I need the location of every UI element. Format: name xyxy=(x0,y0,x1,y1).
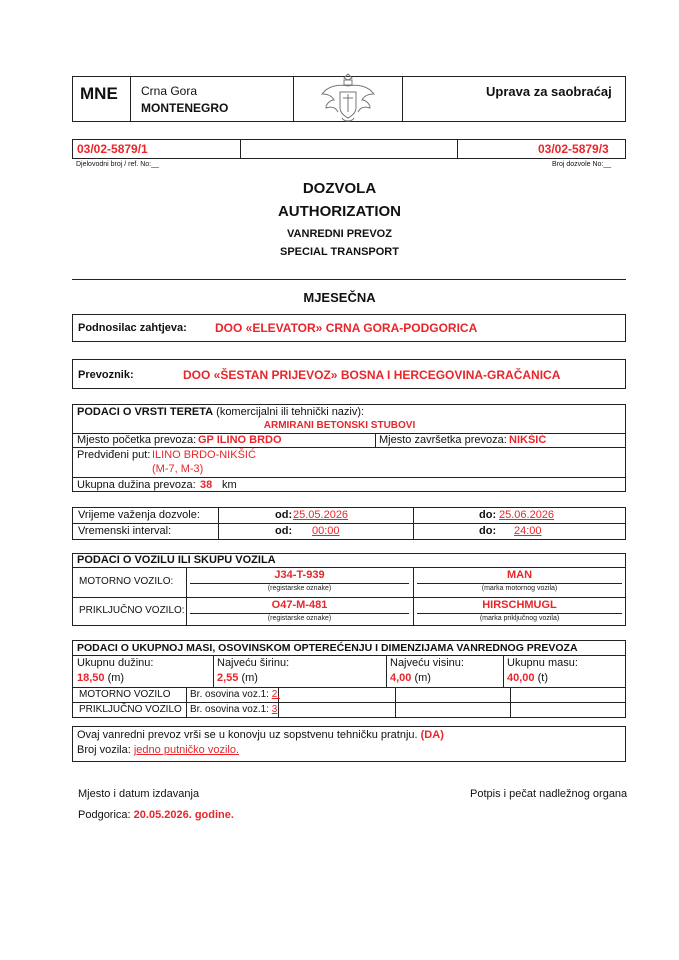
trailer-vehicle-label: PRIKLJUČNO VOZILO: xyxy=(79,605,185,616)
valid-to-value: 25.06.2026 xyxy=(499,509,555,521)
end-value: NIKŠIĆ xyxy=(509,434,547,446)
motor-vehicle-label: MOTORNO VOZILO: xyxy=(79,576,174,587)
cargo-heading: PODACI O VRSTI TERETA xyxy=(77,406,214,418)
interval-from-value: 00:00 xyxy=(312,525,340,537)
length-value: 38 xyxy=(200,479,213,491)
route-roads: (M-7, M-3) xyxy=(152,463,204,475)
valid-from-label: od: xyxy=(275,509,293,521)
max-height-row xyxy=(390,672,431,684)
max-height-value: 4,00 xyxy=(390,672,412,684)
applicant-value: DOO «ELEVATOR» CRNA GORA-PODGORICA xyxy=(215,321,478,335)
trailer-reg-note: (registarske oznake) xyxy=(267,615,332,622)
axle-trailer-row xyxy=(190,704,277,715)
total-mass-label: Ukupnu masu: xyxy=(507,657,578,669)
authority-name: Uprava za saobraćaj xyxy=(486,84,612,99)
axle-motor-count: 2, xyxy=(271,689,281,700)
total-mass-unit: (t) xyxy=(537,672,548,684)
place-date-label: Mjesto i datum izdavanja xyxy=(78,788,200,800)
motor-vehicle-make: MAN xyxy=(506,569,533,581)
country-name-en: MONTENEGRO xyxy=(141,101,229,115)
interval-label: Vremenski interval: xyxy=(78,525,172,537)
total-length-value: 18,50 xyxy=(77,672,105,684)
valid-label: Vrijeme važenja dozvole: xyxy=(78,509,200,521)
title-special: SPECIAL TRANSPORT xyxy=(280,246,399,258)
motor-reg-note: (registarske oznake) xyxy=(267,585,332,592)
permit-number: 03/02-5879/3 xyxy=(538,142,609,156)
coat-of-arms-icon xyxy=(318,70,378,128)
interval-from-label: od: xyxy=(275,525,293,537)
interval-to-value: 24:00 xyxy=(514,525,542,537)
country-name: Crna Gora xyxy=(141,84,198,98)
trailer-vehicle-reg: O47-M-481 xyxy=(271,599,328,611)
escort-row xyxy=(77,729,444,741)
period-type: MJESEČNA xyxy=(303,290,376,305)
reference-label: Djelovodni broj / ref. No:__ xyxy=(76,161,159,168)
axle-trailer-count: 3 xyxy=(271,704,278,715)
valid-to-label: do: xyxy=(479,509,497,521)
trailer-vehicle-make: HIRSCHMUGL xyxy=(482,599,557,611)
title-divider xyxy=(72,279,626,280)
valid-from-value: 25.05.2026 xyxy=(293,509,349,521)
interval-to-label: do: xyxy=(479,525,497,537)
title-vanredni: VANREDNI PREVOZ xyxy=(287,228,392,240)
max-height-unit: (m) xyxy=(414,672,431,684)
dimensions-heading: PODACI O UKUPNOJ MASI, OSOVINSKOM OPTEREĆENJU I DIMENZIJAMA VANREDNOG PREVOZA xyxy=(77,642,578,654)
total-mass-row xyxy=(507,672,548,684)
max-width-unit: (m) xyxy=(241,672,258,684)
issue-place-date xyxy=(78,809,234,821)
signature-label: Potpis i pečat nadležnog organa xyxy=(470,788,628,800)
max-height-label: Najveću visinu: xyxy=(390,657,464,669)
max-width-label: Najveću širinu: xyxy=(217,657,290,669)
axle-motor-row xyxy=(190,689,280,700)
length-unit: km xyxy=(222,479,237,491)
carrier-label: Prevoznik: xyxy=(78,369,134,381)
title-dozvola: DOZVOLA xyxy=(302,180,377,197)
total-mass-value: 40,00 xyxy=(507,672,535,684)
axle-trailer-count-label: Br. osovina voz.1: xyxy=(190,704,269,715)
axle-trailer-label: PRIKLJUČNO VOZILO xyxy=(79,704,182,715)
cargo-name: ARMIRANI BETONSKI STUBOVI xyxy=(263,420,416,431)
vehicle-heading: PODACI O VOZILU ILI SKUPU VOZILA xyxy=(77,554,276,566)
max-width-value: 2,55 xyxy=(217,672,239,684)
title-authorization: AUTHORIZATION xyxy=(277,203,402,220)
escort-count-row xyxy=(77,744,239,756)
issue-date: 20.05.2026. godine. xyxy=(133,809,234,821)
escort-count-label: Broj vozila: xyxy=(77,744,131,756)
axle-motor-label: MOTORNO VOZILO xyxy=(79,689,171,700)
total-length-row xyxy=(77,672,124,684)
route-label: Predviđeni put: xyxy=(77,449,151,461)
motor-vehicle-reg: J34-T-939 xyxy=(274,569,325,581)
motor-make-note: (marka motornog vozila) xyxy=(481,585,558,592)
length-label: Ukupna dužina prevoza: xyxy=(77,479,196,491)
max-width-row xyxy=(217,672,258,684)
end-label: Mjesto završetka prevoza: xyxy=(379,434,507,446)
permit-label: Broj dozvole No:__ xyxy=(552,161,612,168)
cargo-heading-note: (komercijalni ili tehnički naziv): xyxy=(216,406,365,418)
total-length-label: Ukupnu dužinu: xyxy=(77,657,154,669)
route-value: ILINO BRDO-NIKŠIĆ xyxy=(152,449,256,461)
country-code: MNE xyxy=(80,84,118,103)
reference-number: 03/02-5879/1 xyxy=(77,142,148,156)
escort-value: (DA) xyxy=(420,729,444,741)
trailer-make-note: (marka priključnog vozila) xyxy=(479,615,560,622)
cargo-heading-row xyxy=(77,406,364,418)
start-value: GP ILINO BRDO xyxy=(198,434,282,446)
carrier-value: DOO «ŠESTAN PRIJEVOZ» BOSNA I HERCEGOVINA-GRAČANICA xyxy=(183,368,561,382)
total-length-unit: (m) xyxy=(107,672,125,684)
escort-count-value: jedno putničko vozilo. xyxy=(133,744,240,756)
issue-place: Podgorica: xyxy=(78,809,131,821)
start-label: Mjesto početka prevoza: xyxy=(77,434,197,446)
escort-text: Ovaj vanredni prevoz vrši se u konovju uz sopstvenu tehničku pratnju. xyxy=(77,729,418,741)
axle-motor-count-label: Br. osovina voz.1: xyxy=(190,689,269,700)
applicant-label: Podnosilac zahtjeva: xyxy=(78,322,187,334)
